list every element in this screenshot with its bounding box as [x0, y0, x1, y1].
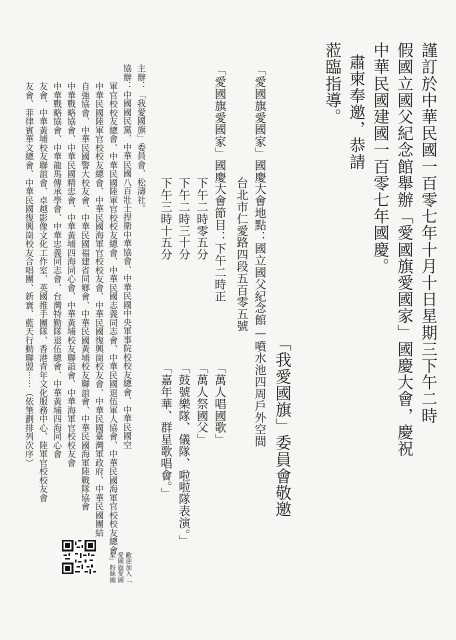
- program-line-1: 「愛國旗愛國家」國慶大會節目：下午二時正: [213, 64, 228, 302]
- organizers-line-3: 軍官校校友總會、中華民國陸軍官校校友總會、中華民國志義同志會、中華民國退伍軍人協會、中華民國海軍官校校友總會: [107, 82, 118, 555]
- venue-address: 台北市仁愛路四段五百零五號: [235, 177, 250, 332]
- invitation-line-4: 肅柬奉邀，恭請: [347, 54, 366, 171]
- program-time-3: 下午二時三十分: [177, 177, 192, 261]
- qr-caption-2: 愛國旗愛國: [116, 552, 124, 583]
- organizers-line-7: 中華戰略協會、中華龍馬傳承學會、中華忠義同志會、台灣特勤隊退伍總會、中華黃埔四海同心會: [51, 82, 62, 459]
- program-time-4: 下午三時十五分: [159, 177, 174, 261]
- organizers-line-8: 友會、中華黃埔校友聯誼會、卓越影像文化工作室、英國推手團隊、香港青年文化服務中心、陸軍官校校友會: [37, 82, 48, 502]
- qr-code-icon: [62, 540, 96, 574]
- qr-caption-1: 歡迎加入「: [124, 552, 132, 583]
- invitation-host: 「我愛國旗」委員會敬邀: [273, 335, 292, 518]
- organizers-line-6: 中華戰略協會、中華民國精忠會、中華黃埔四海同心會、中華黃埔校友聯誼會、中華海軍官校校友會: [65, 82, 76, 467]
- program-item-1: 「萬人唱國歌」: [213, 362, 228, 446]
- qr-code[interactable]: [62, 540, 96, 574]
- venue-line-1: 「愛國旗愛國家」國慶大會地點：國立國父紀念館—噴水池四周戶外空間: [253, 64, 268, 448]
- program-time-2: 下午二時零五分: [195, 177, 210, 261]
- program-item-3: 「鼓號樂隊、儀隊、啦啦隊表演。」: [177, 362, 192, 547]
- organizers-line-1: 主辦：「我愛國旗」委員會、松濤社。: [135, 64, 146, 213]
- qr-caption-3: 家」粉絲團: [108, 552, 116, 583]
- invitation-line-1: 謹訂於中華民國一百零七年十月十日星期三下午二時: [419, 42, 438, 424]
- organizers-line-2: 協辦：中國國民黨、中華民國八百壯士捍衛中華協會、中華民國中央軍事院校校友總會、中華民國空: [121, 64, 132, 449]
- invitation-line-3: 中華民國建國一百零七年國慶。: [371, 42, 390, 275]
- program-item-4: 「嘉年華、群星歌唱會。」: [159, 362, 174, 499]
- invitation-line-5: 蒞臨指導。: [323, 42, 342, 125]
- organizers-line-5: 自強協會、中華民國警大校友會、中華民國福建省同鄉會、中華民國黃埔校友聯誼會、中華民國海軍陸戰隊協會: [79, 82, 90, 511]
- organizers-line-4: 中華民國陸軍官校校友總會、中華民國海軍官校校友會、中華民國復興崗校友會、中華民國臺灣軍政府、中華民國團結: [93, 82, 104, 537]
- program-item-2: 「萬人祭國父」: [195, 362, 210, 446]
- invitation-line-2: 假國立國父紀念館舉辦「愛國旗愛國家」國慶大會，慶祝: [395, 42, 414, 457]
- organizers-line-9: 友會、菲律賓華文總會、中華民國復興崗校友合唱團、新寰、藍天行動聯盟⋯⋯（依筆劃排列次序）: [23, 82, 34, 467]
